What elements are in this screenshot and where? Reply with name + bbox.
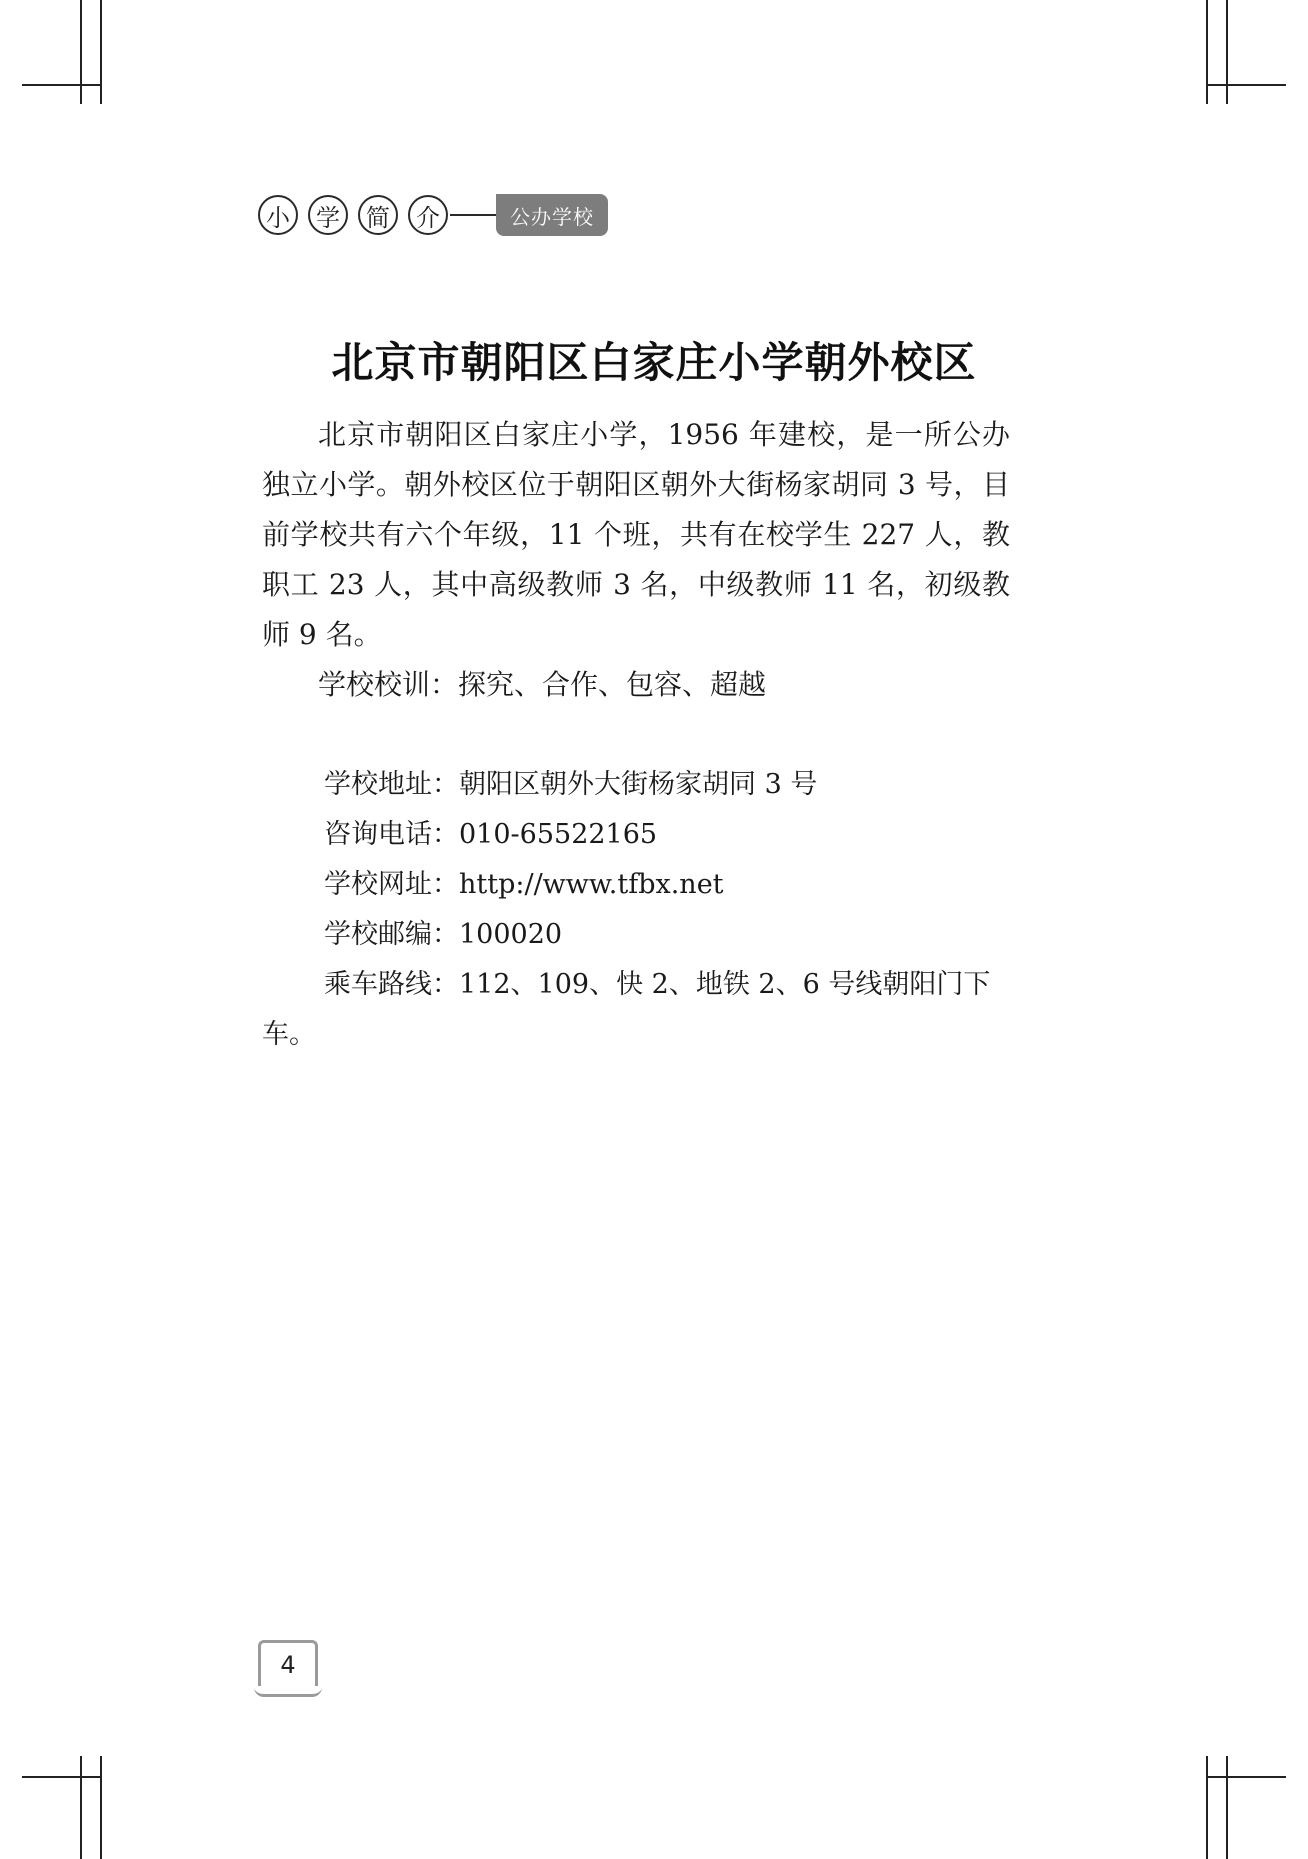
info-row-website — [262, 860, 1010, 910]
info-value: 朝阳区朝外大街杨家胡同 3 号 — [459, 769, 818, 800]
info-row-address — [262, 760, 1010, 810]
header-connector-line — [450, 214, 496, 216]
crop-mark-tl-h — [22, 84, 102, 86]
header-circle-char: 小 — [258, 195, 298, 235]
page-title: 北京市朝阳区白家庄小学朝外校区 — [331, 338, 977, 387]
crop-mark-bl-v2 — [100, 1756, 102, 1859]
page-number: 4 — [280, 1650, 296, 1679]
crop-mark-br-v2 — [1226, 1756, 1228, 1859]
header-circle-char: 介 — [408, 195, 448, 235]
contact-info — [262, 760, 1010, 1060]
crop-mark-bl-h — [22, 1776, 102, 1778]
book-base-icon — [254, 1686, 322, 1697]
page-number-book-icon — [258, 1640, 318, 1686]
info-label: 学校网址： — [324, 869, 459, 900]
info-label: 咨询电话： — [324, 819, 459, 850]
crop-mark-bl-v — [80, 1756, 82, 1859]
info-value: 112、109、快 2、地铁 2、6 号线朝阳门下车。 — [262, 969, 991, 1050]
info-label: 学校邮编： — [324, 919, 459, 950]
running-header — [258, 193, 608, 237]
header-circle-char: 简 — [358, 195, 398, 235]
info-label: 学校地址： — [324, 769, 459, 800]
body-text — [262, 410, 1010, 710]
info-row-phone — [262, 810, 1010, 860]
crop-mark-tr-v2 — [1226, 0, 1228, 104]
info-value: 010-65522165 — [459, 819, 658, 850]
info-row-postcode — [262, 910, 1010, 960]
crop-mark-tr-v — [1206, 0, 1208, 104]
intro-paragraph: 北京市朝阳区白家庄小学，1956 年建校，是一所公办独立小学。朝外校区位于朝阳区朝外大街杨家胡同 3 号，目前学校共有六个年级，11 个班，共有在校学生 227 人，教职工 23 人，其中高级教师 3 名，中级教师 11 名，初级教师 9 名。 — [262, 418, 1010, 651]
crop-mark-tl-v2 — [80, 0, 82, 104]
crop-mark-tr-h — [1206, 84, 1286, 86]
crop-mark-br-v — [1206, 1756, 1208, 1859]
header-circle-char: 学 — [308, 195, 348, 235]
crop-mark-br-h — [1206, 1776, 1286, 1778]
info-label: 乘车路线： — [324, 969, 459, 1000]
info-value: 100020 — [459, 919, 563, 950]
crop-mark-tl-v — [100, 0, 102, 104]
info-row-transit — [262, 960, 1010, 1060]
info-value: http://www.tfbx.net — [459, 869, 724, 900]
header-category-tag: 公办学校 — [496, 194, 608, 236]
motto-paragraph: 学校校训：探究、合作、包容、超越 — [318, 668, 767, 701]
